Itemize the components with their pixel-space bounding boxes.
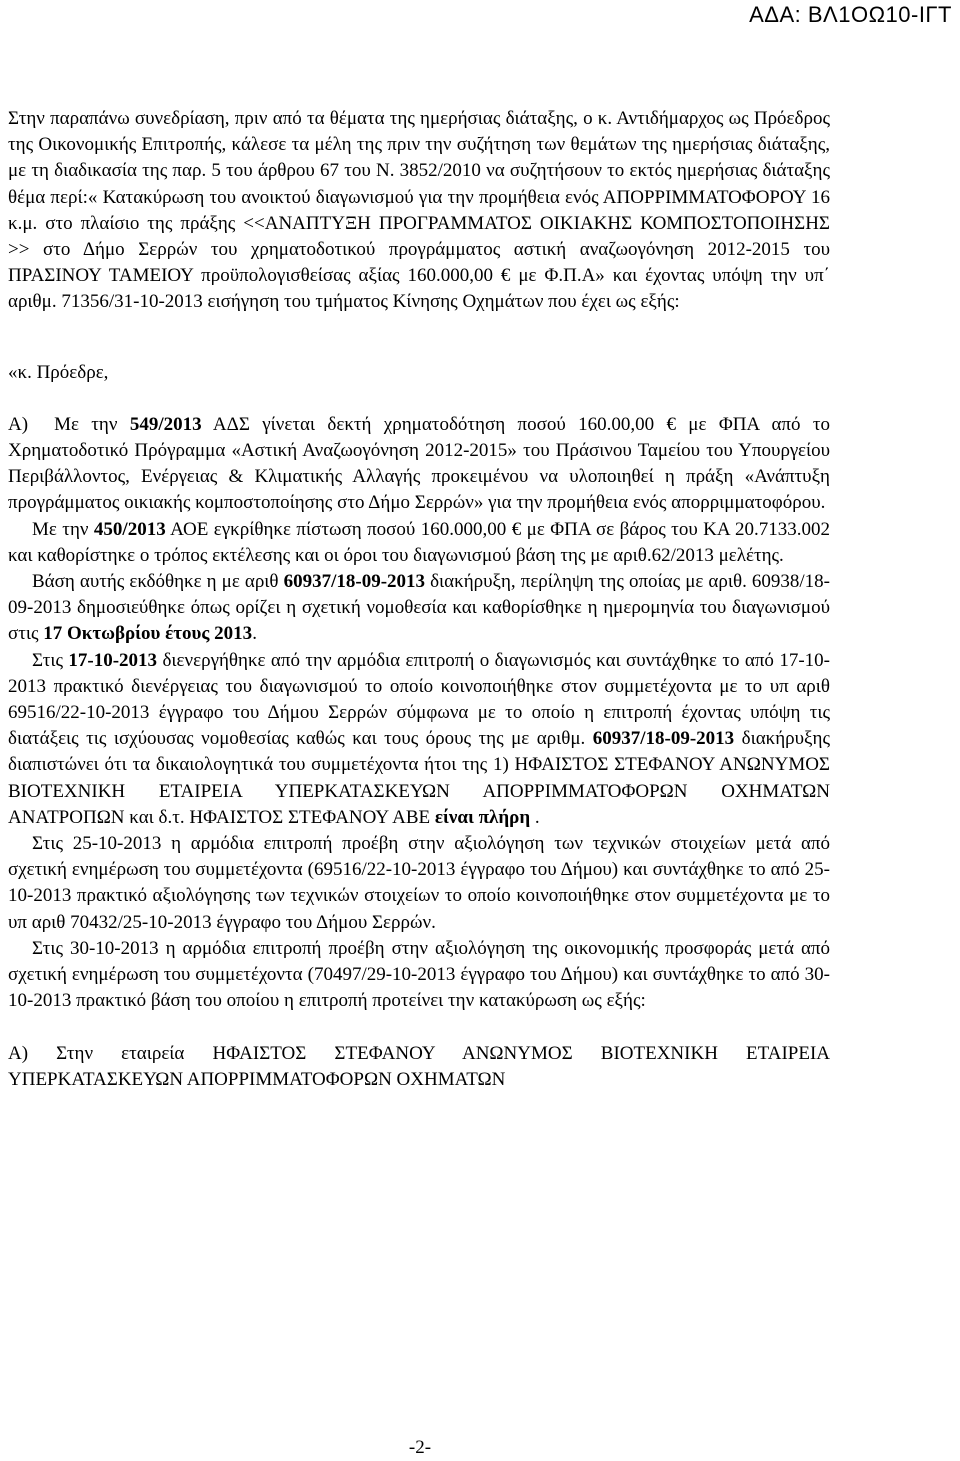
para-d-text-4: . bbox=[530, 806, 540, 828]
para-d-bold-1: 17-10-2013 bbox=[68, 649, 158, 671]
document-id: ΑΔΑ: ΒΛ1ΟΩ10-ΙΓΤ bbox=[749, 2, 952, 27]
para-b-text-2: ΑΟΕ εγκρίθηκε πίστωση ποσού 160.000,00 € με ΦΠΑ σε βάρος του ΚΑ 20.7133.002 και καθορίστηκε ο τρόπος εκτέλεσης και οι όροι του διαγωνισμού βάση της με αριθ.62/2013 μελέτης. bbox=[8, 518, 830, 566]
para-a-text-1: Με την bbox=[54, 413, 130, 435]
para-a-bold-1: 549/2013 bbox=[129, 413, 202, 435]
para-d-bold-3: είναι πλήρη bbox=[434, 806, 531, 828]
intro-paragraph: Στην παραπάνω συνεδρίαση, πριν από τα θέματα της ημερήσιας διάταξης, ο κ. Αντιδήμαρχος ως Πρόεδρος της Οικονομικής Επιτροπής, κάλεσε τα μέλη της πριν την συζήτηση των θεμάτων της ημερήσιας διάταξης, με τη διαδικασία της παρ. 5 του άρθρου 67 του Ν. 3852/2010 να συζητήσουν το εκτός ημερήσιας διάταξης θέμα περί:« Κατακύρωση του ανοικτού διαγωνισμού για την προμήθεια ενός ΑΠΟΡΡΙΜΜΑΤΟΦΟΡΟΥ 16 κ.μ. στο πλαίσιο της πράξης <<ΑΝΑΠΤΥΞΗ ΠΡΟΓΡΑΜΜΑΤΟΣ ΟΙΚΙΑΚΗΣ ΚΟΜΠΟΣΤΟΠΟΙΗΣΗΣ >> στο Δήμο Σερρών του χρηματοδοτικού προγράμματος αστική αναζωογόνηση 2012-2015 του ΠΡΑΣΙΝΟΥ ΤΑΜΕΙΟΥ προϋπολογισθείσας αξίας 160.000,00 € με Φ.Π.Α» και έχοντας υπόψη την υπ΄ αριθμ. 71356/31-10-2013 εισήγηση του τμήματος Κίνησης Οχημάτων που έχει ως εξής: bbox=[8, 108, 830, 313]
paragraph-e: Στις 25-10-2013 η αρμόδια επιτροπή προέβη στην αξιολόγηση των τεχνικών στοιχείων μετά από σχετική ενημέρωση του συμμετέχοντα (69516/22-10-2013 έγγραφο του Δήμου) και συντάχθηκε το από 25-10-2013 πρακτικό αξιολόγησης των τεχνικών στοιχείων το οποίο κοινοποιήθηκε στον συμμετέχοντα με το υπ αριθ 70432/25-10-2013 έγγραφο του Δήμου Σερρών. bbox=[8, 833, 830, 933]
para-a-label: Α) bbox=[8, 413, 29, 435]
page-number: -2- bbox=[408, 1437, 432, 1458]
para-c-text-1: Βάση αυτής εκδόθηκε η με αριθ bbox=[32, 571, 284, 593]
para-c-bold-1: 60937/18-09-2013 bbox=[283, 571, 426, 593]
document-body bbox=[8, 106, 830, 1093]
paragraph-c bbox=[8, 569, 830, 648]
para-d-text-1: Στις bbox=[32, 649, 69, 671]
salutation: «κ. Πρόεδρε, bbox=[8, 361, 109, 383]
para-b-text-1: Με την bbox=[32, 518, 94, 540]
paragraph-d bbox=[8, 648, 830, 831]
para-c-text-3: . bbox=[252, 623, 257, 645]
paragraph-b bbox=[8, 517, 830, 569]
para-c-text-2: διακήρυξη, περίληψη της οποίας με αριθ. 60938/18-09-2013 δημοσιεύθηκε όπως ορίζει η σχετική νομοθεσία και καθορίσθηκε η ημερομηνία του διαγωνισμού στις bbox=[8, 571, 830, 645]
para-b-bold-1: 450/2013 bbox=[93, 518, 166, 540]
para-a-text-2: ΑΔΣ γίνεται δεκτή χρηματοδότηση ποσού 160.00,00 € με ΦΠΑ από το Χρηματοδοτικό Πρόγραμμα «Αστική Αναζωογόνηση 2012-2015» του Πράσινου Ταμείου του Υπουργείου Περιβάλλοντος, Ενέργειας & Κλιματικής Αλλαγής προκειμένου να υλοποιηθεί η πράξη «Ανάπτυξη προγράμματος οικιακής κομποστοποίησης στο Δήμο Σερρών» για την προμήθεια ενός απορριμματοφόρου. bbox=[8, 413, 830, 514]
para-c-bold-2: 17 Οκτωβρίου έτους 2013 bbox=[43, 623, 253, 645]
para-d-bold-2: 60937/18-09-2013 bbox=[592, 728, 735, 750]
paragraph-f: Στις 30-10-2013 η αρμόδια επιτροπή προέβη στην αξιολόγηση της οικονομικής προσφοράς μετά από σχετική ενημέρωση του συμμετέχοντα (70497/29-10-2013 έγγραφο του Δήμου) και συντάχθηκε το από 30-10-2013 πρακτικό βάση του οποίου η επιτροπή προτείνει την κατακύρωση ως εξής: bbox=[8, 937, 830, 1012]
paragraph-a bbox=[8, 412, 830, 517]
para-d-text-2: διενεργήθηκε από την αρμόδια επιτροπή ο διαγωνισμός και συντάχθηκε το από 17-10-2013 πρακτικό διενέργειας του διαγωνισμού το οποίο κοινοποιήθηκε στον συμμετέχοντα με το υπ αριθ 69516/22-10-2013 έγγραφο του Δήμου Σερρών σύμφωνα με το οποίο η επιτροπή έχοντας υπόψη τις διατάξεις τις ισχύουσας νομοθεσίας καθώς και τους όρους της με αριθμ. bbox=[8, 649, 830, 750]
para-d-text-3: διακήρυξης διαπιστώνει ότι τα δικαιολογητικά του συμμετέχοντα ήτοι της 1) ΗΦΑΙΣΤΟΣ ΣΤΕΦΑΝΟΥ ΑΝΩΝΥΜΟΣ ΒΙΟΤΕΧΝΙΚΗ ΕΤΑΙΡΕΙΑ ΥΠΕΡΚΑΤΑΣΚΕΥΩΝ ΑΠΟΡΡΙΜΜΑΤΟΦΟΡΩΝ ΟΧΗΜΑΤΩΝ ΑΝΑΤΡΟΠΩΝ και δ.τ. ΗΦΑΙΣΤΟΣ ΣΤΕΦΑΝΟΥ ΑΒΕ bbox=[8, 728, 830, 828]
paragraph-g: Α) Στην εταιρεία ΗΦΑΙΣΤΟΣ ΣΤΕΦΑΝΟΥ ΑΝΩΝΥΜΟΣ ΒΙΟΤΕΧΝΙΚΗ ΕΤΑΙΡΕΙΑ ΥΠΕΡΚΑΤΑΣΚΕΥΩΝ ΑΠΟΡΡΙΜΜΑΤΟΦΟΡΩΝ ΟΧΗΜΑΤΩΝ bbox=[8, 1042, 830, 1090]
